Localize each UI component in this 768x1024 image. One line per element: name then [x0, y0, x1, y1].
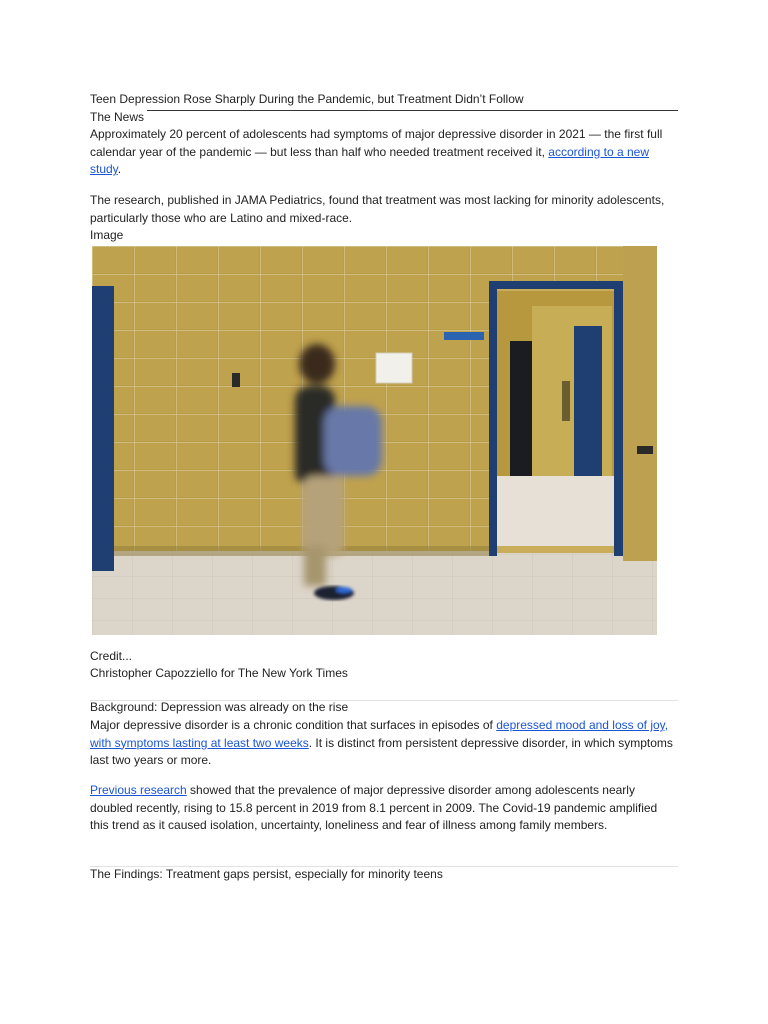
section-heading-background: Background: Depression was already on the rise: [90, 700, 349, 714]
paragraph-research: The research, published in JAMA Pediatrics, found that treatment was most lacking for minority adolescents, particularly those who are Latino and mixed-race.: [90, 193, 665, 225]
hallway-photo-svg: [92, 246, 657, 635]
paragraph-intro-text: Approximately 20 percent of adolescents had symptoms of major depressive disorder in 2021 — the first full calendar year of the pandemic — but less than half who needed treatment received it,: [90, 127, 663, 159]
section-heading-news: The News: [90, 110, 145, 124]
previous-research-link[interactable]: Previous research: [90, 783, 187, 797]
credit-label: Credit...: [90, 649, 133, 663]
section-heading-findings: The Findings: Treatment gaps persist, especially for minority teens: [90, 867, 443, 881]
hallway-photo: [92, 246, 657, 635]
article-title: Teen Depression Rose Sharply During the Pandemic, but Treatment Didn’t Follow: [90, 92, 524, 106]
paragraph-prevalence-text: showed that the prevalence of major depressive disorder among adolescents nearly doubled recently, rising to 15.8 percent in 2019 from 8.1 percent in 2009. The Covid-19 pandemic amplified this trend as it caused isolation, uncertainty, loneliness and fear of illness among family members.: [90, 783, 658, 832]
study-link[interactable]: according to a new study: [90, 144, 650, 176]
paragraph-mdd-text: Major depressive disorder is a chronic condition that surfaces in episodes of: [90, 718, 497, 732]
symptoms-link[interactable]: depressed mood and loss of joy, with symptoms lasting at least two weeks: [90, 718, 669, 750]
image-label: Image: [90, 228, 124, 242]
photo-credit: Christopher Capozziello for The New York Times: [90, 666, 348, 680]
hallway-sign: [444, 332, 484, 340]
paragraph-mdd: [90, 717, 678, 770]
paragraph-mdd-end: . It is distinct from persistent depressive disorder, in which symptoms last two years or more.: [90, 735, 673, 767]
paragraph-prevalence: [90, 782, 678, 835]
paragraph-intro-end: .: [117, 162, 122, 176]
paragraph-intro: [90, 126, 678, 179]
